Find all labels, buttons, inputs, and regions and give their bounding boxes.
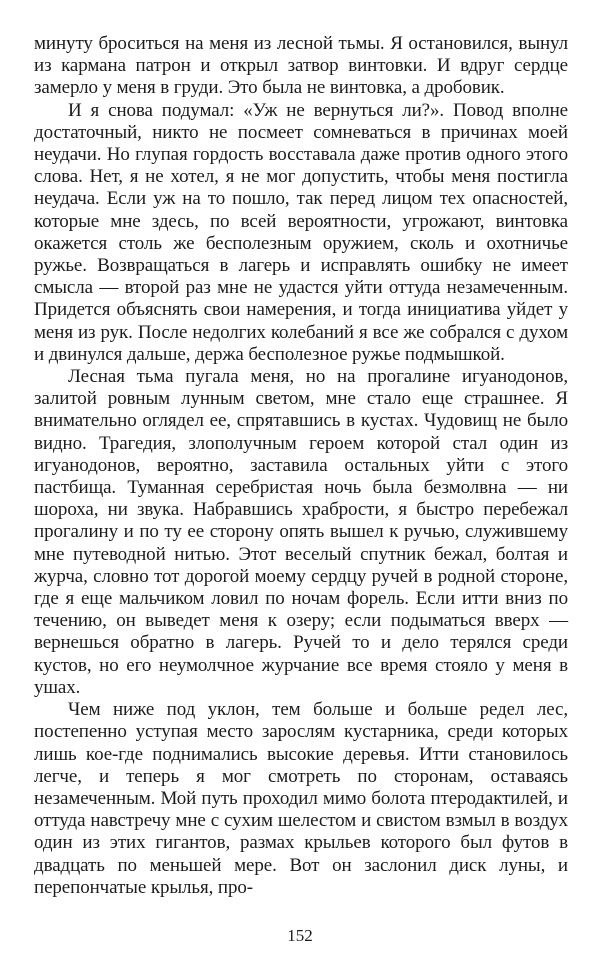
paragraph: Лесная тьма пугала меня, но на прогалине игуанодонов, залитой ровным лунным светом, мне стало еще страшнее. Я внимательно оглядел ее, спрятавшись в кустах. Чудовищ не было видно. Трагедия, злополучным героем которой стал один из игуанодонов, вероятно, заставила остальных уйти с этого пастбища. Туманная серебристая ночь была безмолвна — ни шороха, ни звука. Набравшись храбрости, я быстро перебежал прогалину и по ту ее сторону опять вышел к ручью, служившему мне путеводной нитью. Этот веселый спутник бежал, болтая и журча, словно тот дорогой моему сердцу ручей в родной стороне, где я еще мальчиком ловил по ночам форель. Если итти вниз по течению, он выведет меня к озеру; если подыматься вверх — вернешься обратно в лагерь. Ручей то и дело терялся среди кустов, но его неумолчное журчание все время стояло у меня в ушах.	[34, 366, 568, 698]
paragraph: Чем ниже под уклон, тем больше и больше редел лес, постепенно уступая место зарослям кустарника, среди которых лишь кое-где поднимались высокие деревья. Итти становилось легче, и теперь я мог смотреть по сторонам, оставаясь незамеченным. Мой путь проходил мимо болота птеродактилей, и оттуда навстречу мне с сухим шелестом и свистом взмыл в воздух один из этих гигантов, размах крыльев которого был футов в двадцать по меньшей мере. Вот он заслонил диск луны, и перепончатые крылья, про-	[34, 699, 568, 898]
paragraph: И я снова подумал: «Уж не вернуться ли?». Повод вполне достаточный, никто не посмеет сомневаться в причинах моей неудачи. Но глупая гордость восставала даже против одного этого слова. Нет, я не хотел, я не мог допустить, чтобы меня постигла неудача. Если уж на то пошло, так перед лицом тех опасностей, которые мне здесь, по всей вероятности, угрожают, винтовка окажется столь же бесполезным оружием, сколь и охотничье ружье. Возвращаться в лагерь и исправлять ошибку не имеет смысла — второй раз мне не удастся уйти оттуда незамеченным. Придется объяснять свои намерения, и тогда инициатива уйдет у меня из рук. После недолгих колебаний я все же собрался с духом и двинулся дальше, держа бесполезное ружье подмышкой.	[34, 99, 568, 365]
book-page-text	[34, 33, 568, 899]
page-number: 152	[287, 926, 313, 945]
paragraph-continuation: минуту броситься на меня из лесной тьмы. Я остановился, вынул из кармана патрон и открыл затвор винтовки. И вдруг сердце замерло у меня в груди. Это была не винтовка, а дробовик.	[34, 33, 568, 99]
